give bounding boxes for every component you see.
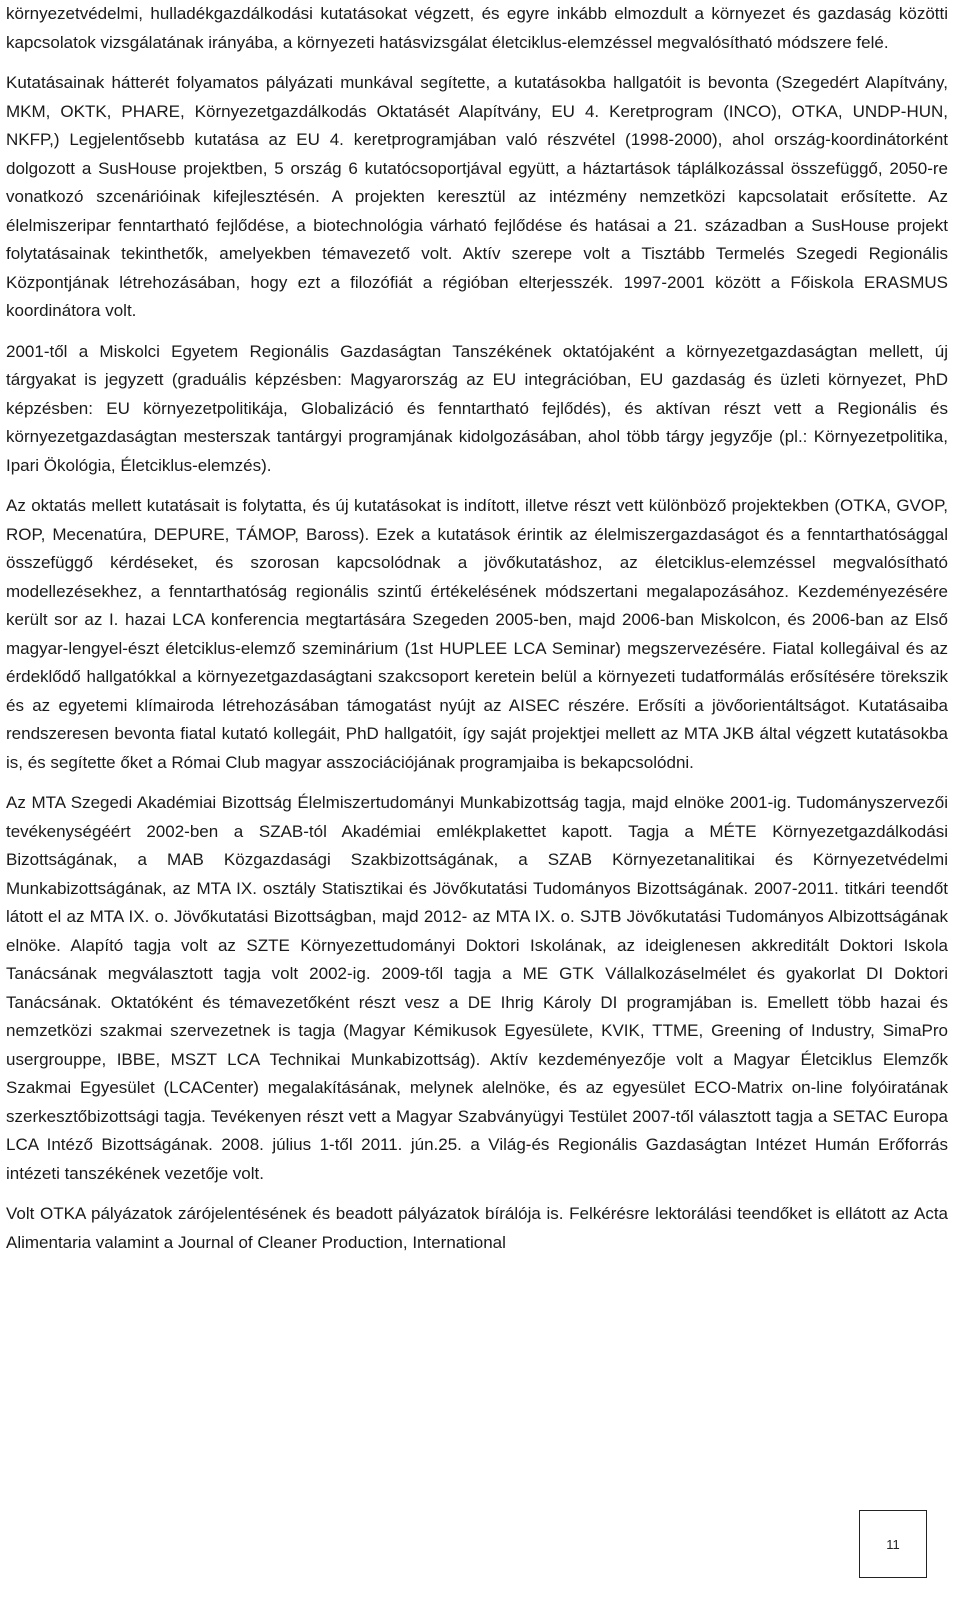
page-number: 11 (859, 1510, 927, 1578)
paragraph-continuation: környezetvédelmi, hulladékgazdálkodási kutatásokat végzett, és egyre inkább elmozdult a környezet és gazdaság közötti kapcsolatok vizsgálatának irányába, a környezeti hatásvizsgálat életciklus-elemzéssel megvalósítható módszere felé. (6, 4, 948, 52)
paragraph-committee-memberships: Az MTA Szegedi Akadémiai Bizottság Élelmiszertudományi Munkabizottság tagja, majd elnöke 2001-ig. Tudományszervezői tevékenységéért 2002-ben a SZAB-tól Akadémiai emlékplakettet kapott. Tagja a MÉTE Környezetgazdálkodási Bizottságának, a MAB Közgazdasági Szakbizottságának, a SZAB Környezetanalitikai és Környezetvédelmi Munkabizottságának, az MTA IX. osztály Statisztikai és Jövőkutatási Tudományos Bizottságának. 2007-2011. titkári teendőt látott el az MTA IX. o. Jövőkutatási Bizottságban, majd 2012- az MTA IX. o. SJTB Jövőkutatási Tudományos Albizottságának elnöke. Alapító tagja volt az SZTE Környezettudományi Doktori Iskolának, az ideiglenesen akkreditált Doktori Iskola Tanácsának megválasztott tagja volt 2002-ig. 2009-től tagja a ME GTK Vállalkozáselmélet és gyakorlat DI Doktori Tanácsának. Oktatóként és témavezetőként részt vesz a DE Ihrig Károly DI programjában is. Emellett több hazai és nemzetközi szakmai szervezetnek is tagja (Magyar Kémikusok Egyesülete, KVIK, TTME, Greening of Industry, SimaPro usergrouppe, IBBE, MSZT LCA Technikai Munkabizottság). Aktív kezdeményezője volt a Magyar Életciklus Elemzők Szakmai Egyesület (LCACenter) megalakításának, melynek alelnöke, és az egyesület ECO-Matrix on-line folyóiratának szerkesztőbizottsági tagja. Tevékenyen részt vett a Magyar Szabványügyi Testület 2007-től választott tagja a SETAC Europa LCA Intéző Bizottságának. 2008. július 1-től 2011. jún.25. a Világ-és Regionális Gazdaságtan Intézet Humán Erőforrás intézeti tanszékének vezetője volt. (6, 793, 948, 1183)
document-page (6, 0, 948, 1269)
paragraph-reviewing: Volt OTKA pályázatok zárójelentésének és beadott pályázatok bírálója is. Felkérésre lektorálási teendőket is ellátott az Acta Alimentaria valamint a Journal of Cleaner Production, International (6, 1204, 948, 1252)
paragraph-research-projects: Az oktatás mellett kutatásait is folytatta, és új kutatásokat is indított, illetve részt vett különböző projektekben (OTKA, GVOP, ROP, Mecenatúra, DEPURE, TÁMOP, Baross). Ezek a kutatások érintik az élelmiszergazdaságot és a fenntarthatósággal összefüggő kérdéseket, és szorosan kapcsolódnak a jövőkutatáshoz, az életciklus-elemzéssel megvalósítható modellezésekhez, a fenntarthatóság regionális szintű értékelésének módszertani megalapozásához. Kezdeményezésére került sor az I. hazai LCA konferencia megtartására Szegeden 2005-ben, majd 2006-ban Miskolcon, és 2006-ban az Első magyar-lengyel-észt életciklus-elemző szeminárium (1st HUPLEE LCA Seminar) megszervezésére. Fiatal kollegáival és az érdeklődő hallgatókkal a környezetgazdaságtani szakcsoport keretein belül a környezeti tudatformálás erősítésére törekszik és az egyetemi klímairoda létrehozásában támogatást nyújt az AISEC részére. Erősíti a jövőorientáltságot. Kutatásaiba rendszeresen bevonta fiatal kutató kollegáit, PhD hallgatóit, így saját projektjei mellett az MTA JKB által végzett kutatásokba is, és segítette őket a Római Club magyar asszociációjának programjaiba is bekapcsolódni. (6, 496, 948, 772)
paragraph-research-background: Kutatásainak hátterét folyamatos pályázati munkával segítette, a kutatásokba hallgatóit is bevonta (Szegedért Alapítvány, MKM, OKTK, PHARE, Környezetgazdálkodás Oktatásét Alapítvány, EU 4. Keretprogram (INCO), OTKA, UNDP-HUN, NKFP,) Legjelentősebb kutatása az EU 4. keretprogramjában való részvétel (1998-2000), ahol ország-koordinátorként dolgozott a SusHouse projektben, 5 ország 6 kutatócsoportjával együtt, a háztartások táplálkozással összefüggő, 2050-re vonatkozó szcenárióinak kifejlesztésén. A projekten keresztül az intézmény nemzetközi kapcsolatait erősítette. Az élelmiszeripar fenntartható fejlődése, a biotechnológia várható fejlődése és hatásai a 21. században a SusHouse projekt folytatásainak tekinthetők, amelyekben témavezető volt. Aktív szerepe volt a Tisztább Termelés Szegedi Regionális Központjának létrehozásában, hogy ezt a filozófiát a régióban elterjesszék. 1997-2001 között a Főiskola ERASMUS koordinátora volt. (6, 73, 948, 320)
paragraph-miskolc-teaching: 2001-től a Miskolci Egyetem Regionális Gazdaságtan Tanszékének oktatójaként a környezetgazdaságtan mellett, új tárgyakat is jegyzett (graduális képzésben: Magyarország az EU integrációban, EU gazdaság és üzleti környezet, PhD képzésben: EU környezetpolitikája, Globalizáció és fenntartható fejlődés), és aktívan részt vett a Regionális és környezetgazdaságtan mesterszak tantárgyi programjának kidolgozásában, ahol több tárgy jegyzője (pl.: Környezetpolitika, Ipari Ökológia, Életciklus-elemzés). (6, 341, 948, 475)
